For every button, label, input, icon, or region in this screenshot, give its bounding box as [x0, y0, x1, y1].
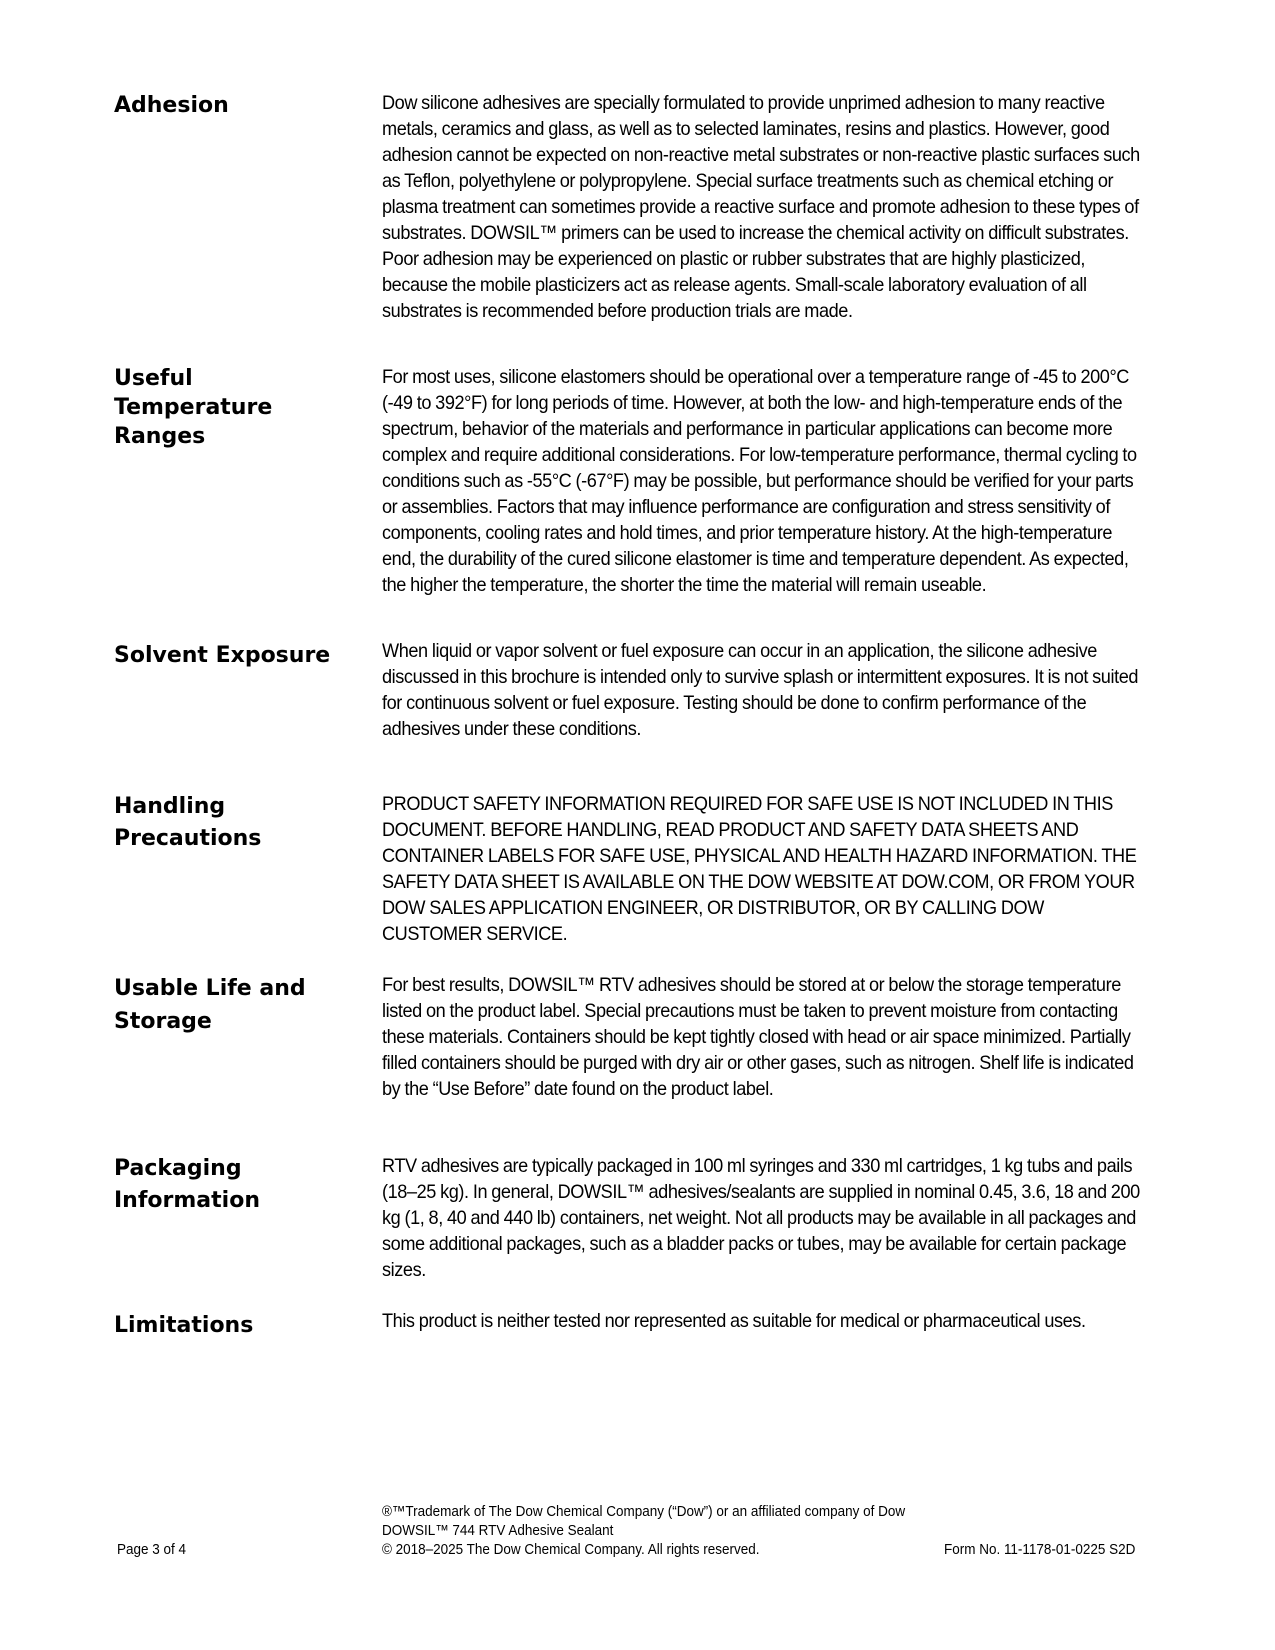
section-body: When liquid or vapor solvent or fuel exposure can occur in an application, the silicone adhesive discussed in this brochure is intended only to survive splash or intermittent exposures. It is not suited for continuous solvent or fuel exposure. Testing should be done to confirm performance of the adhesives under these conditions. — [382, 640, 1139, 740]
section-heading: Usable Life and Storage — [114, 976, 306, 1034]
section-body: For most uses, silicone elastomers should be operational over a temperature range of -45 to 200°C (-49 to 392°F) for long periods of time. However, at both the low- and high-temperature ends of the spectrum, behavior of the materials and performance in particular applications can become more complex and require additional considerations. For low-temperature performance, thermal cycling to conditions such as -55°C (-67°F) may be possible, but performance should be verified for your parts or assemblies. Factors that may influence performance are configuration and stress sensitivity of components, cooling rates and hold times, and prior temperature history. At the high-temperature end, the durability of the cured silicone elastomer is time and temperature dependent. As expected, the higher the temperature, the shorter the time the material will remain useable. — [382, 366, 1137, 596]
footer-form-number: Form No. 11-1178-01-0225 S2D — [944, 1542, 1136, 1558]
footer-page-number: Page 3 of 4 — [117, 1542, 186, 1558]
section-heading: Useful Temperature Ranges — [114, 366, 273, 449]
section-body: RTV adhesives are typically packaged in 100 ml syringes and 330 ml cartridges, 1 kg tubs and pails (18–25 kg). In general, DOWSIL™ adhesives/sealants are supplied in nominal 0.45, 3.6, 18 and 200 kg (1, 8, 40 and 440 lb) containers, net weight. Not all products may be available in all packages and some additional packages, such as a bladder packs or tubes, may be available for certain package sizes. — [382, 1155, 1140, 1281]
section-body: PRODUCT SAFETY INFORMATION REQUIRED FOR SAFE USE IS NOT INCLUDED IN THIS DOCUMENT. BEFORE HANDLING, READ PRODUCT AND SAFETY DATA SHEETS AND CONTAINER LABELS FOR SAFE USE, PHYSICAL AND HEALTH HAZARD INFORMATION. THE SAFETY DATA SHEET IS AVAILABLE ON THE DOW WEBSITE AT DOW.COM, OR FROM YOUR DOW SALES APPLICATION ENGINEER, OR DISTRIBUTOR, OR BY CALLING DOW CUSTOMER SERVICE. — [382, 793, 1137, 945]
section-body: This product is neither tested nor represented as suitable for medical or pharmaceutical uses. — [382, 1310, 1086, 1332]
section-heading: Solvent Exposure — [114, 643, 331, 668]
footer-product-name: DOWSIL™ 744 RTV Adhesive Sealant — [382, 1523, 614, 1539]
footer-trademark: ®™Trademark of The Dow Chemical Company (“Dow”) or an affiliated company of Dow — [382, 1504, 906, 1520]
section-heading: Limitations — [114, 1313, 254, 1338]
section-body: For best results, DOWSIL™ RTV adhesives should be stored at or below the storage temperature listed on the product label. Special precautions must be taken to prevent moisture from contacting these materials. Containers should be kept tightly closed with head or air space minimized. Partially filled containers should be purged with dry air or other gases, such as nitrogen. Shelf life is indicated by the “Use Before” date found on the product label. — [382, 974, 1134, 1100]
section-heading: Adhesion — [114, 93, 229, 118]
section-heading: Handling Precautions — [114, 794, 262, 851]
section-heading: Packaging Information — [114, 1156, 260, 1213]
section-body: Dow silicone adhesives are specially formulated to provide unprimed adhesion to many reactive metals, ceramics and glass, as well as to selected laminates, resins and plastics. However, good adhesion cannot be expected on non-reactive metal substrates or non-reactive plastic surfaces such as Teflon, polyethylene or polypropylene. Special surface treatments such as chemical etching or plasma treatment can sometimes provide a reactive surface and promote adhesion to these types of substrates. DOWSIL™ primers can be used to increase the chemical activity on difficult substrates. Poor adhesion may be experienced on plastic or rubber substrates that are highly plasticized, because the mobile plasticizers act as release agents. Small-scale laboratory evaluation of all substrates is recommended before production trials are made. — [382, 92, 1140, 322]
footer-copyright: © 2018–2025 The Dow Chemical Company. All rights reserved. — [382, 1542, 760, 1558]
